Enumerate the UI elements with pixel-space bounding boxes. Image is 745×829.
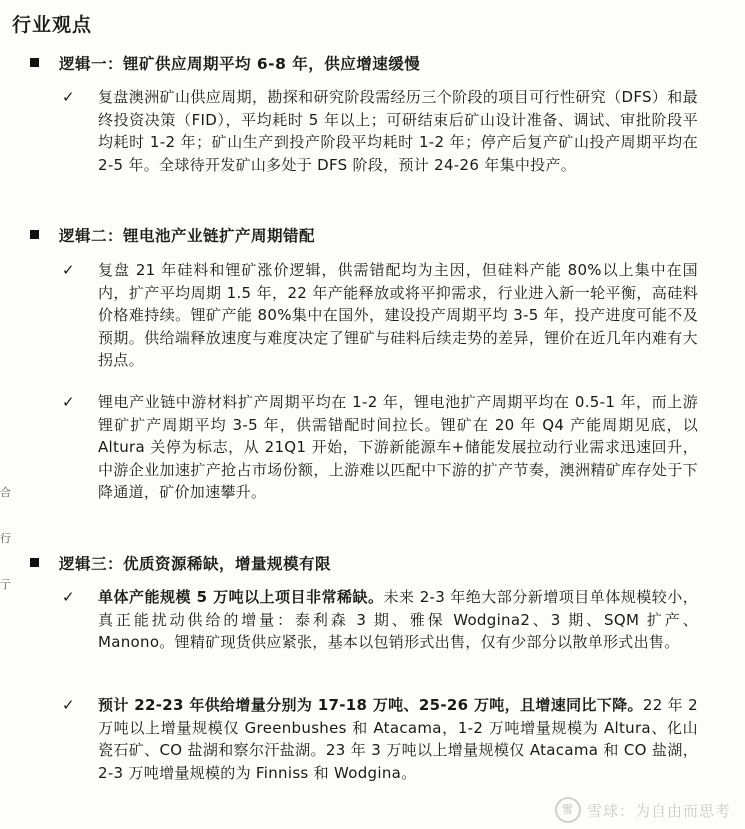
snowball-logo-icon: 雪: [555, 797, 581, 823]
side-char: 行: [0, 532, 11, 545]
section-1-item-1: [62, 86, 698, 176]
page-title: 行业观点: [12, 14, 93, 36]
bullet-square-icon: [30, 558, 39, 567]
watermark: [555, 797, 731, 823]
checkmark-icon: ✓: [62, 696, 75, 714]
section-3-item-2: [62, 694, 698, 784]
side-char: 合: [0, 486, 11, 499]
bullet-square-icon: [30, 58, 39, 67]
bullet-square-icon: [30, 230, 39, 239]
item-text: 复盘澳洲矿山供应周期，勘探和研究阶段需经历三个阶段的项目可行性研究（DFS）和最终投资决策（FID），平均耗时 5 年以上；可研结束后矿山设计准备、调试、审批阶段平均耗时 1-2 年；矿山生产到投产阶段平均耗时 1-2 年；停产后复产矿山投产周期平均在 2-5 年。全球待开发矿山多处于 DFS 阶段，预计 24-26 年集中投产。: [98, 88, 698, 174]
checkmark-icon: ✓: [62, 88, 75, 106]
item-lead: 单体产能规模 5 万吨以上项目非常稀缺。: [98, 588, 384, 606]
item-text: [98, 586, 698, 654]
section-3-title: 逻辑三：优质资源稀缺，增量规模有限: [59, 555, 332, 573]
checkmark-icon: ✓: [62, 588, 75, 606]
section-1-title: 逻辑一：锂矿供应周期平均 6-8 年，供应增速缓慢: [59, 55, 421, 73]
item-body: 22 年 2 万吨以上增量规模仅 Greenbushes 和 Atacama，1-2 万吨增量规模为 Altura、化山瓷石矿、CO 盐湖和察尔汗盐湖。23 年 3 万吨以上增量规模仅 Atacama 和 CO 盐湖，2-3 万吨增量规模的为 Finniss 和 Wodgina。: [98, 696, 699, 782]
section-3-item-1: [62, 586, 698, 654]
section-3-heading: [30, 552, 331, 574]
section-2-item-1: [62, 259, 698, 372]
watermark-text: 雪球：为自由而思考: [586, 801, 731, 820]
section-2-title: 逻辑二：锂电池产业链扩产周期错配: [59, 227, 316, 245]
checkmark-icon: ✓: [62, 261, 75, 279]
section-1-heading: [30, 52, 420, 74]
section-2-item-2: [62, 391, 698, 504]
section-2-heading: [30, 224, 315, 246]
item-text: 锂电产业链中游材料扩产周期平均在 1-2 年，锂电池扩产周期平均在 0.5-1 年，而上游锂矿扩产周期平均 3-5 年，供需错配时间拉长。锂矿在 20 年 Q4 产能周期见底，以 Altura 关停为标志，从 21Q1 开始，下游新能源车+储能发展拉动行业需求迅速回升，中游企业加速扩产抢占市场份额，上游难以匹配中下游的扩产节奏，澳洲精矿库存处于下降通道，矿价加速攀升。: [98, 393, 698, 501]
side-char: 亍: [0, 578, 11, 591]
item-text: 复盘 21 年硅料和锂矿涨价逻辑，供需错配均为主因，但硅料产能 80%以上集中在国内，扩产平均周期 1.5 年，22 年产能释放或将平抑需求，行业进入新一轮平衡，高硅料价格难持续。锂矿产能 80%集中在国外，建设投产周期平均 3-5 年，投产进度可能不及预期。供给端释放速度与难度决定了锂矿与硅料后续走势的差异，锂价在近几年内难有大拐点。: [98, 261, 698, 369]
checkmark-icon: ✓: [62, 393, 75, 411]
item-body: 未来 2-3 年绝大部分新增项目单体规模较小，真正能扰动供给的增量：泰利森 3 期、雅保 Wodgina2、3 期、SQM 扩产、Manono。锂精矿现货供应紧张，基本以包销形式出售，仅有少部分以散单形式出售。: [98, 588, 698, 651]
item-lead: 预计 22-23 年供给增量分别为 17-18 万吨、25-26 万吨，且增速同比下降。: [98, 696, 643, 714]
item-text: [98, 694, 698, 784]
